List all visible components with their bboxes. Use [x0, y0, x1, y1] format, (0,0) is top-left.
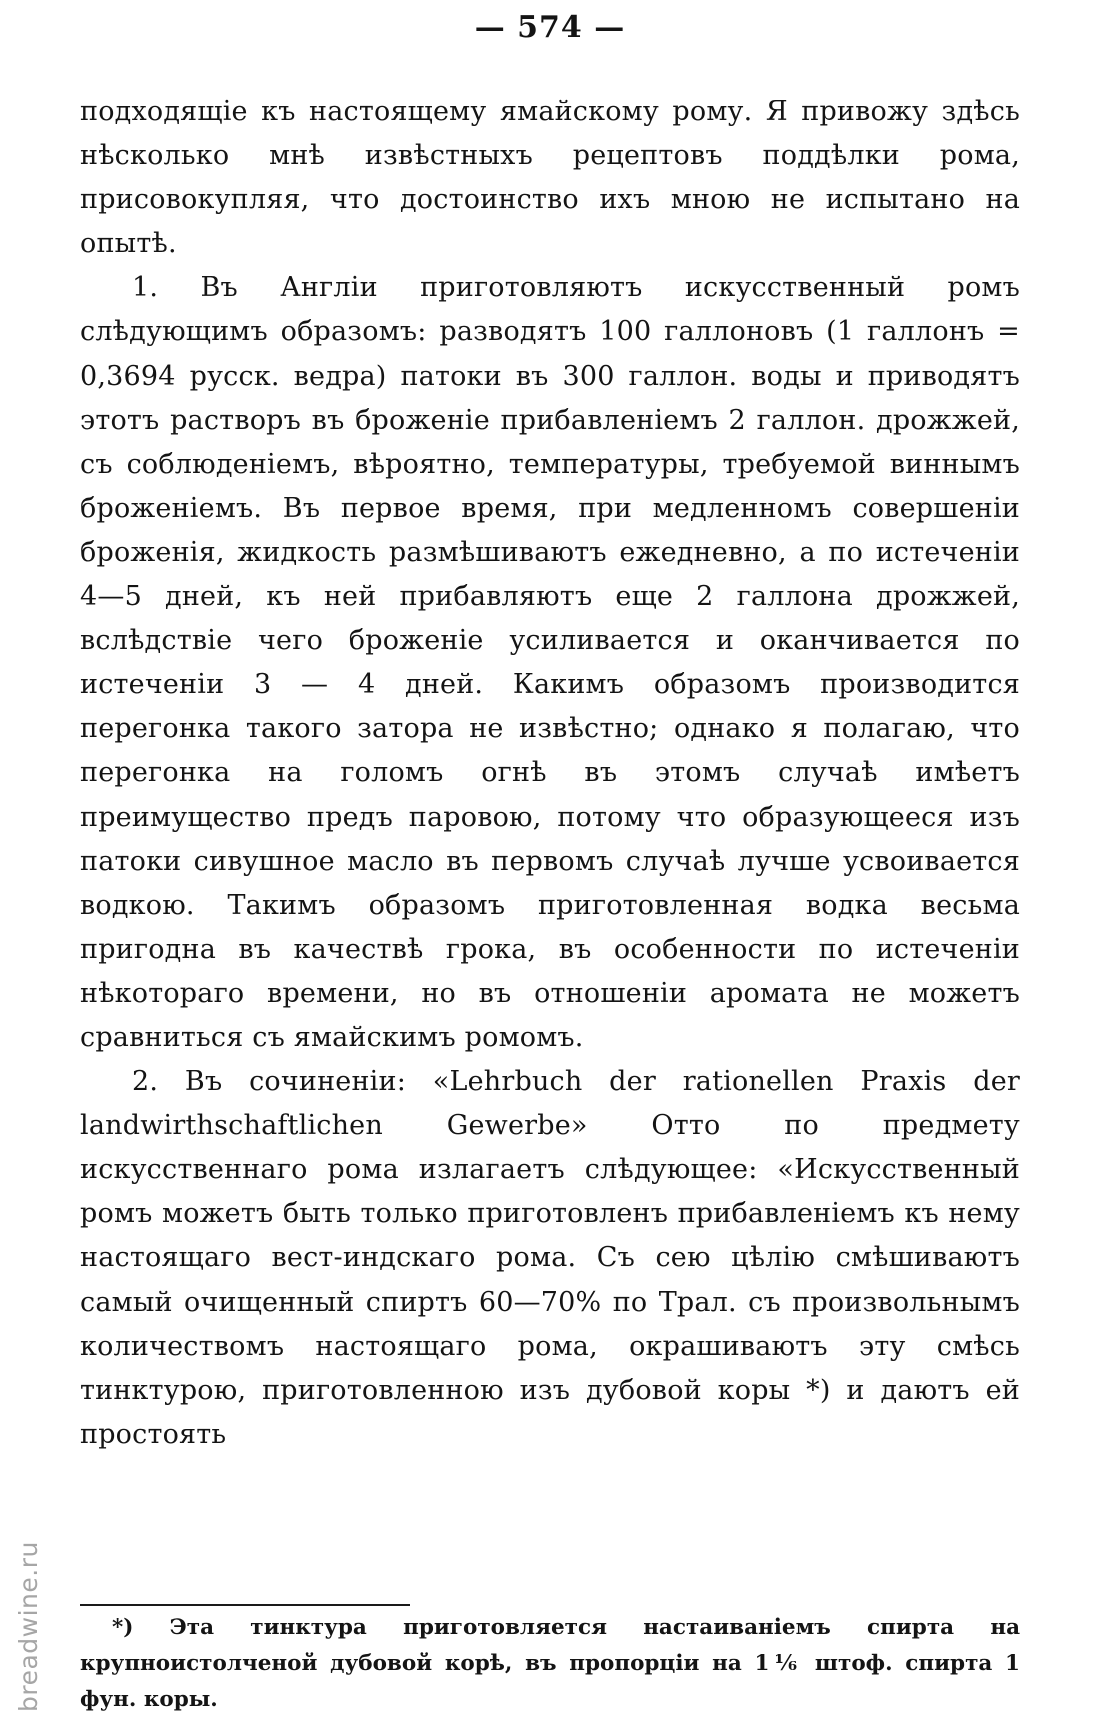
footnote: *) Эта тинктура приготовляется настаиваніемъ спирта на крупноистолченой дубовой корѣ, въ пропорціи на 1⅙ штоф. спирта 1 фун. коры. [80, 1615, 1020, 1712]
paragraph-recipe-2: 2. Въ сочиненіи: «Lehrbuch der rationellen Praxis der landwirthschaftlichen Gewerbe» Отто по предмету искусственнаго рома излагаетъ слѣдующее: «Искусственный ромъ можетъ быть только приготовленъ прибавленіемъ къ нему настоящаго вест-индскаго рома. Съ сею цѣлію смѣшиваютъ самый очищенный спиртъ 60—70% по Трал. съ произвольнымъ количествомъ настоящаго рома, окрашиваютъ эту смѣсь тинктурою, приготовленною изъ дубовой коры *) и даютъ ей простоять [80, 1066, 1020, 1450]
footnote-separator [80, 1604, 410, 1606]
watermark [8, 1440, 48, 1720]
watermark-text: breadwine.ru [14, 1541, 43, 1712]
page-number: — 574 — [474, 10, 626, 45]
body-text [80, 90, 1020, 1457]
paragraph-recipe-1: 1. Въ Англіи приготовляютъ искусственный ромъ слѣдующимъ образомъ: разводятъ 100 галлоновъ (1 галлонъ = 0,3694 русск. ведра) патоки въ 300 галлон. воды и приводятъ этотъ растворъ въ броженіе прибавленіемъ 2 галлон. дрожжей, съ соблюденіемъ, вѣроятно, температуры, требуемой виннымъ броженіемъ. Въ первое время, при медленномъ совершеніи броженія, жидкость размѣшиваютъ ежедневно, а по истеченіи 4—5 дней, къ ней прибавляютъ еще 2 галлона дрожжей, вслѣдствіе чего броженіе усиливается и оканчивается по истеченіи 3 — 4 дней. Какимъ образомъ производится перегонка такого затора не извѣстно; однако я полагаю, что перегонка на голомъ огнѣ въ этомъ случаѣ имѣетъ преимущество предъ паровою, потому что образующееся изъ патоки сивушное масло въ первомъ случаѣ лучше усвоивается водкою. Такимъ образомъ приготовленная водка весьма пригодна въ качествѣ грока, въ особенности по истеченіи нѣкотораго времени, но въ отношеніи аромата не можетъ сравниться съ ямайскимъ ромомъ. [80, 272, 1020, 1053]
paragraph-continuation: подходящіе къ настоящему ямайскому рому. Я привожу здѣсь нѣсколько мнѣ извѣстныхъ рецептовъ поддѣлки рома, присовокупляя, что достоинство ихъ мною не испытано на опытѣ. [80, 96, 1020, 260]
